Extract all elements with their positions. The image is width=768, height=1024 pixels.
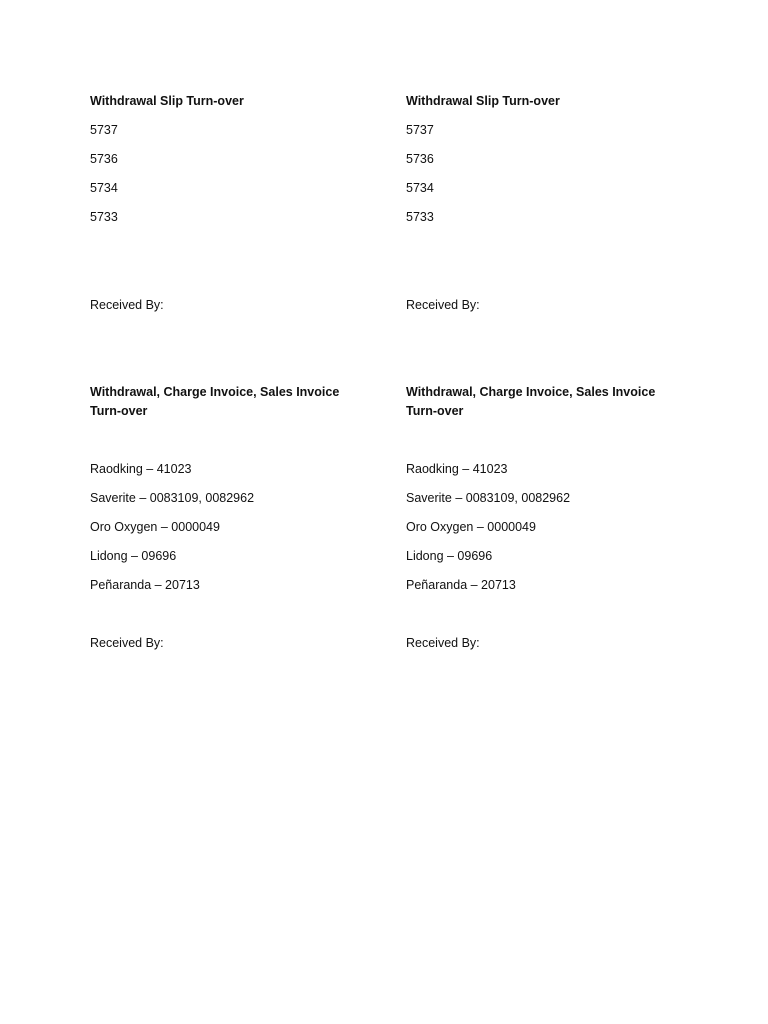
section2-item: Oro Oxygen – 0000049	[90, 520, 220, 534]
section1-title: Withdrawal Slip Turn-over	[90, 94, 244, 108]
section2-item: Raodking – 41023	[90, 462, 192, 476]
section1-item: 5736	[406, 152, 434, 166]
section2-item: Raodking – 41023	[406, 462, 508, 476]
section1-received-label: Received By:	[90, 298, 164, 312]
section2-received-label: Received By:	[90, 636, 164, 650]
section2-item: Saverite – 0083109, 0082962	[406, 491, 571, 505]
section2-item: Lidong – 09696	[90, 549, 177, 563]
section2-item: Lidong – 09696	[406, 549, 493, 563]
section2-item: Saverite – 0083109, 0082962	[90, 491, 255, 505]
section1-received-label: Received By:	[406, 298, 480, 312]
section2-received-label: Received By:	[406, 636, 480, 650]
section1-title: Withdrawal Slip Turn-over	[406, 94, 560, 108]
section1-item: 5734	[406, 181, 434, 195]
section1-item: 5737	[90, 123, 118, 137]
section2-item: Peñaranda – 20713	[90, 578, 200, 592]
section1-item: 5737	[406, 123, 434, 137]
section2-item: Peñaranda – 20713	[406, 578, 516, 592]
section1-item: 5734	[90, 181, 118, 195]
section1-item: 5733	[406, 210, 434, 224]
section2-title: Withdrawal, Charge Invoice, Sales Invoice Turn-over	[90, 385, 340, 418]
section1-item: 5733	[90, 210, 118, 224]
section2-item: Oro Oxygen – 0000049	[406, 520, 536, 534]
section2-title: Withdrawal, Charge Invoice, Sales Invoice Turn-over	[406, 385, 656, 418]
section1-item: 5736	[90, 152, 118, 166]
